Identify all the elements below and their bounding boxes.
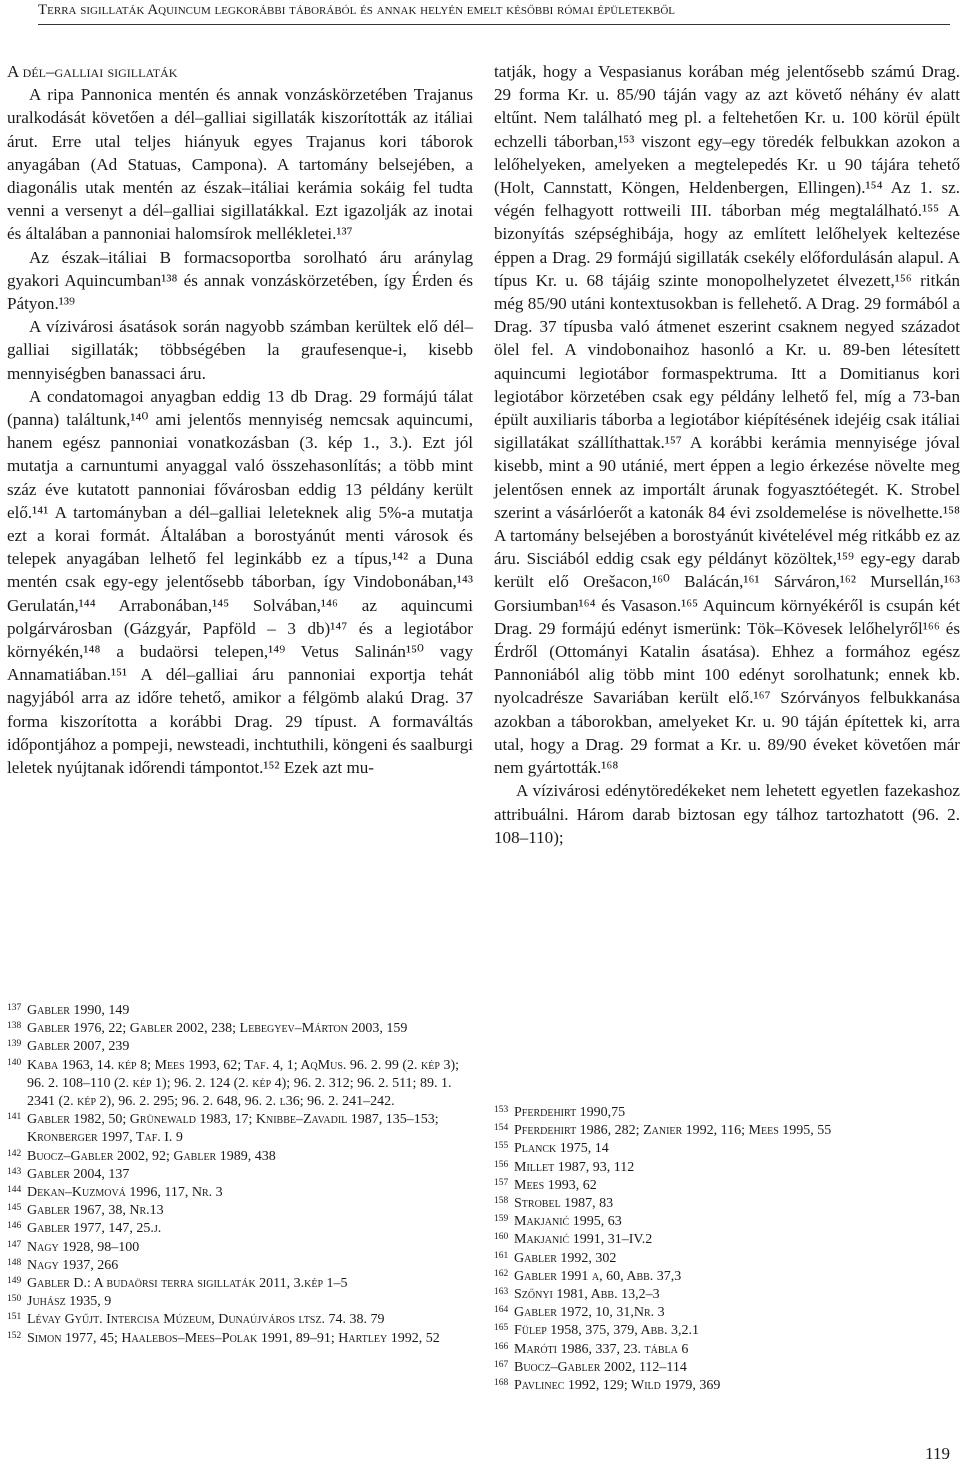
footnote-number: 138 — [7, 1021, 22, 1032]
footnote-number: 164 — [494, 1305, 509, 1316]
footnote-text: Millet 1987, 93, 112 — [514, 1159, 635, 1175]
footnote — [494, 1195, 960, 1213]
footnote-text: Nagy 1937, 266 — [27, 1257, 119, 1273]
footnote-number: 158 — [494, 1196, 509, 1207]
footnote-text: Szőnyi 1981, Abb. 13,2–3 — [514, 1287, 660, 1303]
footnote-number: 140 — [7, 1057, 22, 1068]
paragraph: tatják, hogy a Vespasianus korában még jelentősebb számú Drag. 29 forma Kr. u. 85/90 táján vagy az azt követő néhány év alatt eltűnt. Nem található meg pl. a feltehetően Kr. u. 100 körül épült echzelli táborban,¹⁵³ viszont egy–egy töredék felbukkan azokon a lelőhelyeken, amelyeken a megtelepedés Kr. u 90 tájára tehető (Holt, Cannstatt, Köngen, Heldenbergen, Ellingen).¹⁵⁴ Az 1. sz. végén felhagyott rottweili III. táborban még megtalálható.¹⁵⁵ A bizonyítás szépséghibája, hogy az említett lelőhelyek keltezése éppen a Drag. 29 formájú sigillaták csekély előfordulásán alapul. A típus Kr. u. 68 tájáig szinte monopolhelyzetet élvezett,¹⁵⁶ ritkán még 85/90 utáni kontextusokban is fellehető. A Drag. 29 formából a Drag. 37 típusba való átmenet eszerint csaknem negyed századot ölel fel. A vindobonaihoz hasonló a Kr. u. 89-ben létesített aquincumi legiotábor formaspektruma. Itt a Domitianus kori legiotábor körzetében csak egy példány lelhető fel, míg a 73-ban épült auxiliaris táborba a legiotábor kiépítésének idejéig csak itáliai sigillatákat szállíthattak.¹⁵⁷ A korábbi kerámia mennyisége jóval kisebb, mint a 90 utánié, mert éppen a legio érkezése növelte meg jelentősen ennek az importált árunak fogyasztóétegét. K. Strobel szerint a vásárlóerőt a katonák 84 évi zsoldemelése is növelhette.¹⁵⁸ A tartomány belsejében a borostyánút kivételével még ritkább ez az áru. Sisciából eddig csak egy példányt közöltek,¹⁵⁹ egy-egy darab került elő Orešacon,¹⁶⁰ Balácán,¹⁶¹ Sárváron,¹⁶² Mursellán,¹⁶³ Gorsiumban¹⁶⁴ és Vasason.¹⁶⁵ Aquincum környékéről is csupán két Drag. 29 formájú edényt ismerünk: Tök–Kövesek lelőhelyről¹⁶⁶ és Érdről (Ottományi Katalin ásatása). Ehhez a formához egész Pannoniából alig több mint 100 edényt sorolhatunk; ennek kb. nyolcadrésze Savariában került elő.¹⁶⁷ Szórványos felbukkanása azokban a táborokban, amelyeket Kr. u. 90 táján építettek ki, arra utal, hogy a Drag. 29 format a Kr. u. 89/90 éveket követően már nem gyártották.¹⁶⁸ — [494, 62, 960, 778]
footnote-number: 149 — [7, 1276, 22, 1287]
footnote-number: 145 — [7, 1203, 22, 1214]
footnote-number: 160 — [494, 1232, 509, 1243]
footnote-text: Makjanić 1995, 63 — [514, 1214, 622, 1230]
footnote — [7, 1275, 473, 1293]
footnote-text: Gabler 1982, 50; Grünewald 1983, 17; Knibbe–Zavadil 1987, 135–153; Kronberger 1997, Taf. I. 9 — [27, 1112, 439, 1146]
footnote — [7, 1038, 473, 1056]
footnote-text: Makjanić 1991, 31–IV.2 — [514, 1232, 653, 1248]
footnote — [7, 1111, 473, 1147]
footnote-number: 165 — [494, 1323, 509, 1334]
footnote-number: 146 — [7, 1221, 22, 1232]
footnote-text: Gabler 1972, 10, 31,Nr. 3 — [514, 1305, 665, 1321]
footnote-text: Gabler 1967, 38, Nr.13 — [27, 1203, 164, 1219]
footnote-text: Gabler 2004, 137 — [27, 1166, 130, 1182]
footnote-text: Juhász 1935, 9 — [27, 1294, 112, 1310]
footnote — [7, 1002, 473, 1020]
footnote-number: 159 — [494, 1214, 509, 1225]
footnote — [494, 1286, 960, 1304]
footnote — [494, 1177, 960, 1195]
paragraph: A vízivárosi edénytöredékeket nem lehetett egyetlen fazekashoz attribuálni. Három darab biztosan egy tálhoz tartozhatott (96. 2. 108–110); — [494, 781, 960, 847]
footnote-number: 143 — [7, 1166, 22, 1177]
footnote — [494, 1104, 960, 1122]
footnote-text: Gabler D.: A budaörsi terra sigillaták 2011, 3.kép 1–5 — [27, 1276, 348, 1292]
footnote — [7, 1057, 473, 1112]
left-column — [7, 60, 473, 779]
footnote-number: 155 — [494, 1141, 509, 1152]
right-column — [494, 60, 960, 849]
footnote — [7, 1148, 473, 1166]
footnote — [494, 1231, 960, 1249]
footnotes-right — [494, 1104, 960, 1395]
footnote — [494, 1213, 960, 1231]
footnote-text: Maróti 1986, 337, 23. tábla 6 — [514, 1341, 689, 1357]
paragraph: A vízivárosi ásatások során nagyobb számban kerültek elő dél–galliai sigillaták; többségében la graufesenque-i, kisebb mennyiségben banassaci áru. — [7, 317, 473, 383]
footnote-text: Gabler 1990, 149 — [27, 1003, 130, 1018]
footnote-text: Gabler 1992, 302 — [514, 1250, 617, 1266]
footnote — [7, 1220, 473, 1238]
footnote-number: 166 — [494, 1341, 509, 1352]
footnote-number: 137 — [7, 1003, 22, 1013]
footnote-number: 161 — [494, 1250, 509, 1261]
footnotes-left — [7, 1002, 473, 1348]
footnote-number: 157 — [494, 1177, 509, 1188]
footnote — [7, 1257, 473, 1275]
footnote — [7, 1293, 473, 1311]
footnote-text: Pferdehirt 1990,75 — [514, 1105, 626, 1120]
header-rule — [38, 24, 950, 25]
footnote-text: Mees 1993, 62 — [514, 1177, 597, 1193]
footnote — [494, 1341, 960, 1359]
footnote — [494, 1250, 960, 1268]
footnote-number: 162 — [494, 1268, 509, 1279]
running-header: Terra sigillaták Aquincum legkorábbi táborából és annak helyén emelt későbbi római épületekből — [38, 2, 676, 18]
footnote-text: Strobel 1987, 83 — [514, 1196, 614, 1212]
footnote-number: 139 — [7, 1039, 22, 1050]
footnote-number: 151 — [7, 1312, 22, 1323]
footnote — [494, 1359, 960, 1377]
footnote — [7, 1330, 473, 1348]
footnote-text: Kaba 1963, 14. kép 8; Mees 1993, 62; Taf. 4, 1; AqMus. 96. 2. 99 (2. kép 3); 96. 2. 108–110 (2. kép 1); 96. 2. 124 (2. kép 4); 96. 2. 312; 96. 2. 511; 89. 1. 2341 (2. kép 2), 96. 2. 295; 96. 2. 648, 96. 2. l36; 96. 2. 241–242. — [27, 1057, 459, 1110]
footnote — [7, 1202, 473, 1220]
footnote — [494, 1122, 960, 1140]
footnote-number: 142 — [7, 1148, 22, 1159]
footnote-text: Dekan–Kuzmová 1996, 117, Nr. 3 — [27, 1185, 223, 1201]
footnote — [494, 1140, 960, 1158]
footnote — [7, 1239, 473, 1257]
footnote — [7, 1184, 473, 1202]
footnote — [7, 1166, 473, 1184]
footnote-number: 154 — [494, 1123, 509, 1134]
footnote-number: 163 — [494, 1287, 509, 1298]
footnote-text: Fülep 1958, 375, 379, Abb. 3,2.1 — [514, 1323, 699, 1339]
paragraph: A ripa Pannonica mentén és annak vonzáskörzetében Trajanus uralkodását követően a dél–galliai sigillaták kiszorították az itáliai árut. Erre utal teljes hiányuk egyes Trajanus kori táborok anyagában (Ad Statuas, Campona). A tartomány belsejében, a diagonális utak mentén az észak–itáliai kerámia sokáig fel tudta venni a versenyt a dél–galliai sigillatákkal. Ezt igazolják az inotai és általában a pannoniai halomsírok mellékletei.¹³⁷ — [7, 85, 473, 244]
footnote-number: 152 — [7, 1330, 22, 1341]
footnote-text: Gabler 1977, 147, 25.j. — [27, 1221, 162, 1237]
page-number: 119 — [925, 1444, 950, 1463]
footnote — [7, 1311, 473, 1329]
footnote — [7, 1020, 473, 1038]
paragraph: A condatomagoi anyagban eddig 13 db Drag. 29 formájú tálat (panna) találtunk,¹⁴⁰ ami jelentős mennyiség nemcsak aquincumi, hanem egész pannoniai vonatkozásban (3. kép 1., 3.). Ezt jól mutatja a carnuntumi anyaggal való összehasonlítás; a több mint száz éve kutatott pannoniai fővárosban eddig 13 példány került elő.¹⁴¹ A tartományban a dél–galliai leleteknek alig 5%-a mutatja ezt a korai formát. Általában a borostyánút menti városok és telepek anyagában lelhető fel leginkább ez a típus,¹⁴² a Duna mentén csak egy-egy jelentősebb táborban, így Vindobonában,¹⁴³ Gerulatán,¹⁴⁴ Arrabonában,¹⁴⁵ Solvában,¹⁴⁶ az aquincumi polgárvárosban (Gázgyár, Papföld – 3 db)¹⁴⁷ és a legiotábor környékén,¹⁴⁸ a budaörsi telepen,¹⁴⁹ Vetus Salinán¹⁵⁰ vagy Annamatiában.¹⁵¹ A dél–galliai áru pannoniai exportja tehát nagyjából arra az időre tehető, amikor a félgömb alakú Drag. 37 forma kiszorította a korábbi Drag. 29 típust. A formaváltás időpontjához a pompeji, newsteadi, inchtuthili, köngeni és saalburgi leletek nyújtanak időrendi támpontot.¹⁵² Ezek azt mu- — [7, 386, 473, 778]
footnote-number: 150 — [7, 1294, 22, 1305]
footnote-text: Gabler 2007, 239 — [27, 1039, 130, 1055]
footnote-text: Pavlinec 1992, 129; Wild 1979, 369 — [514, 1378, 721, 1394]
footnote — [494, 1268, 960, 1286]
footnote-number: 168 — [494, 1378, 509, 1389]
footnote-text: Gabler 1991 a, 60, Abb. 37,3 — [514, 1268, 682, 1284]
footnote-number: 147 — [7, 1239, 22, 1250]
footnote-text: Buocz–Gabler 2002, 92; Gabler 1989, 438 — [27, 1148, 276, 1164]
footnote — [494, 1304, 960, 1322]
footnote-number: 144 — [7, 1185, 22, 1196]
footnote-text: Planck 1975, 14 — [514, 1141, 609, 1157]
footnote — [494, 1322, 960, 1340]
footnote — [494, 1159, 960, 1177]
paragraph: Az észak–itáliai B formacsoportba sorolható áru aránylag gyakori Aquincumban¹³⁸ és annak vonzáskörzetében, így Érden és Pátyon.¹³⁹ — [7, 247, 473, 314]
footnote — [494, 1377, 960, 1395]
footnote-number: 141 — [7, 1112, 22, 1123]
footnote-number: 153 — [494, 1105, 509, 1115]
footnote-text: Lévay Gyűjt. Intercisa Múzeum, Dunaújváros ltsz. 74. 38. 79 — [27, 1312, 385, 1328]
section-title: A dél–galliai sigillaták — [7, 62, 178, 81]
footnote-text: Gabler 1976, 22; Gabler 2002, 238; Lebegyev–Márton 2003, 159 — [27, 1021, 408, 1037]
footnote-number: 148 — [7, 1257, 22, 1268]
footnote-number: 167 — [494, 1359, 509, 1370]
footnote-text: Nagy 1928, 98–100 — [27, 1239, 140, 1255]
footnote-text: Pferdehirt 1986, 282; Zanier 1992, 116; Mees 1995, 55 — [514, 1123, 832, 1139]
footnote-number: 156 — [494, 1159, 509, 1170]
footnote-text: Simon 1977, 45; Haalebos–Mees–Polak 1991, 89–91; Hartley 1992, 52 — [27, 1330, 440, 1346]
footnote-text: Buocz–Gabler 2002, 112–114 — [514, 1359, 687, 1375]
